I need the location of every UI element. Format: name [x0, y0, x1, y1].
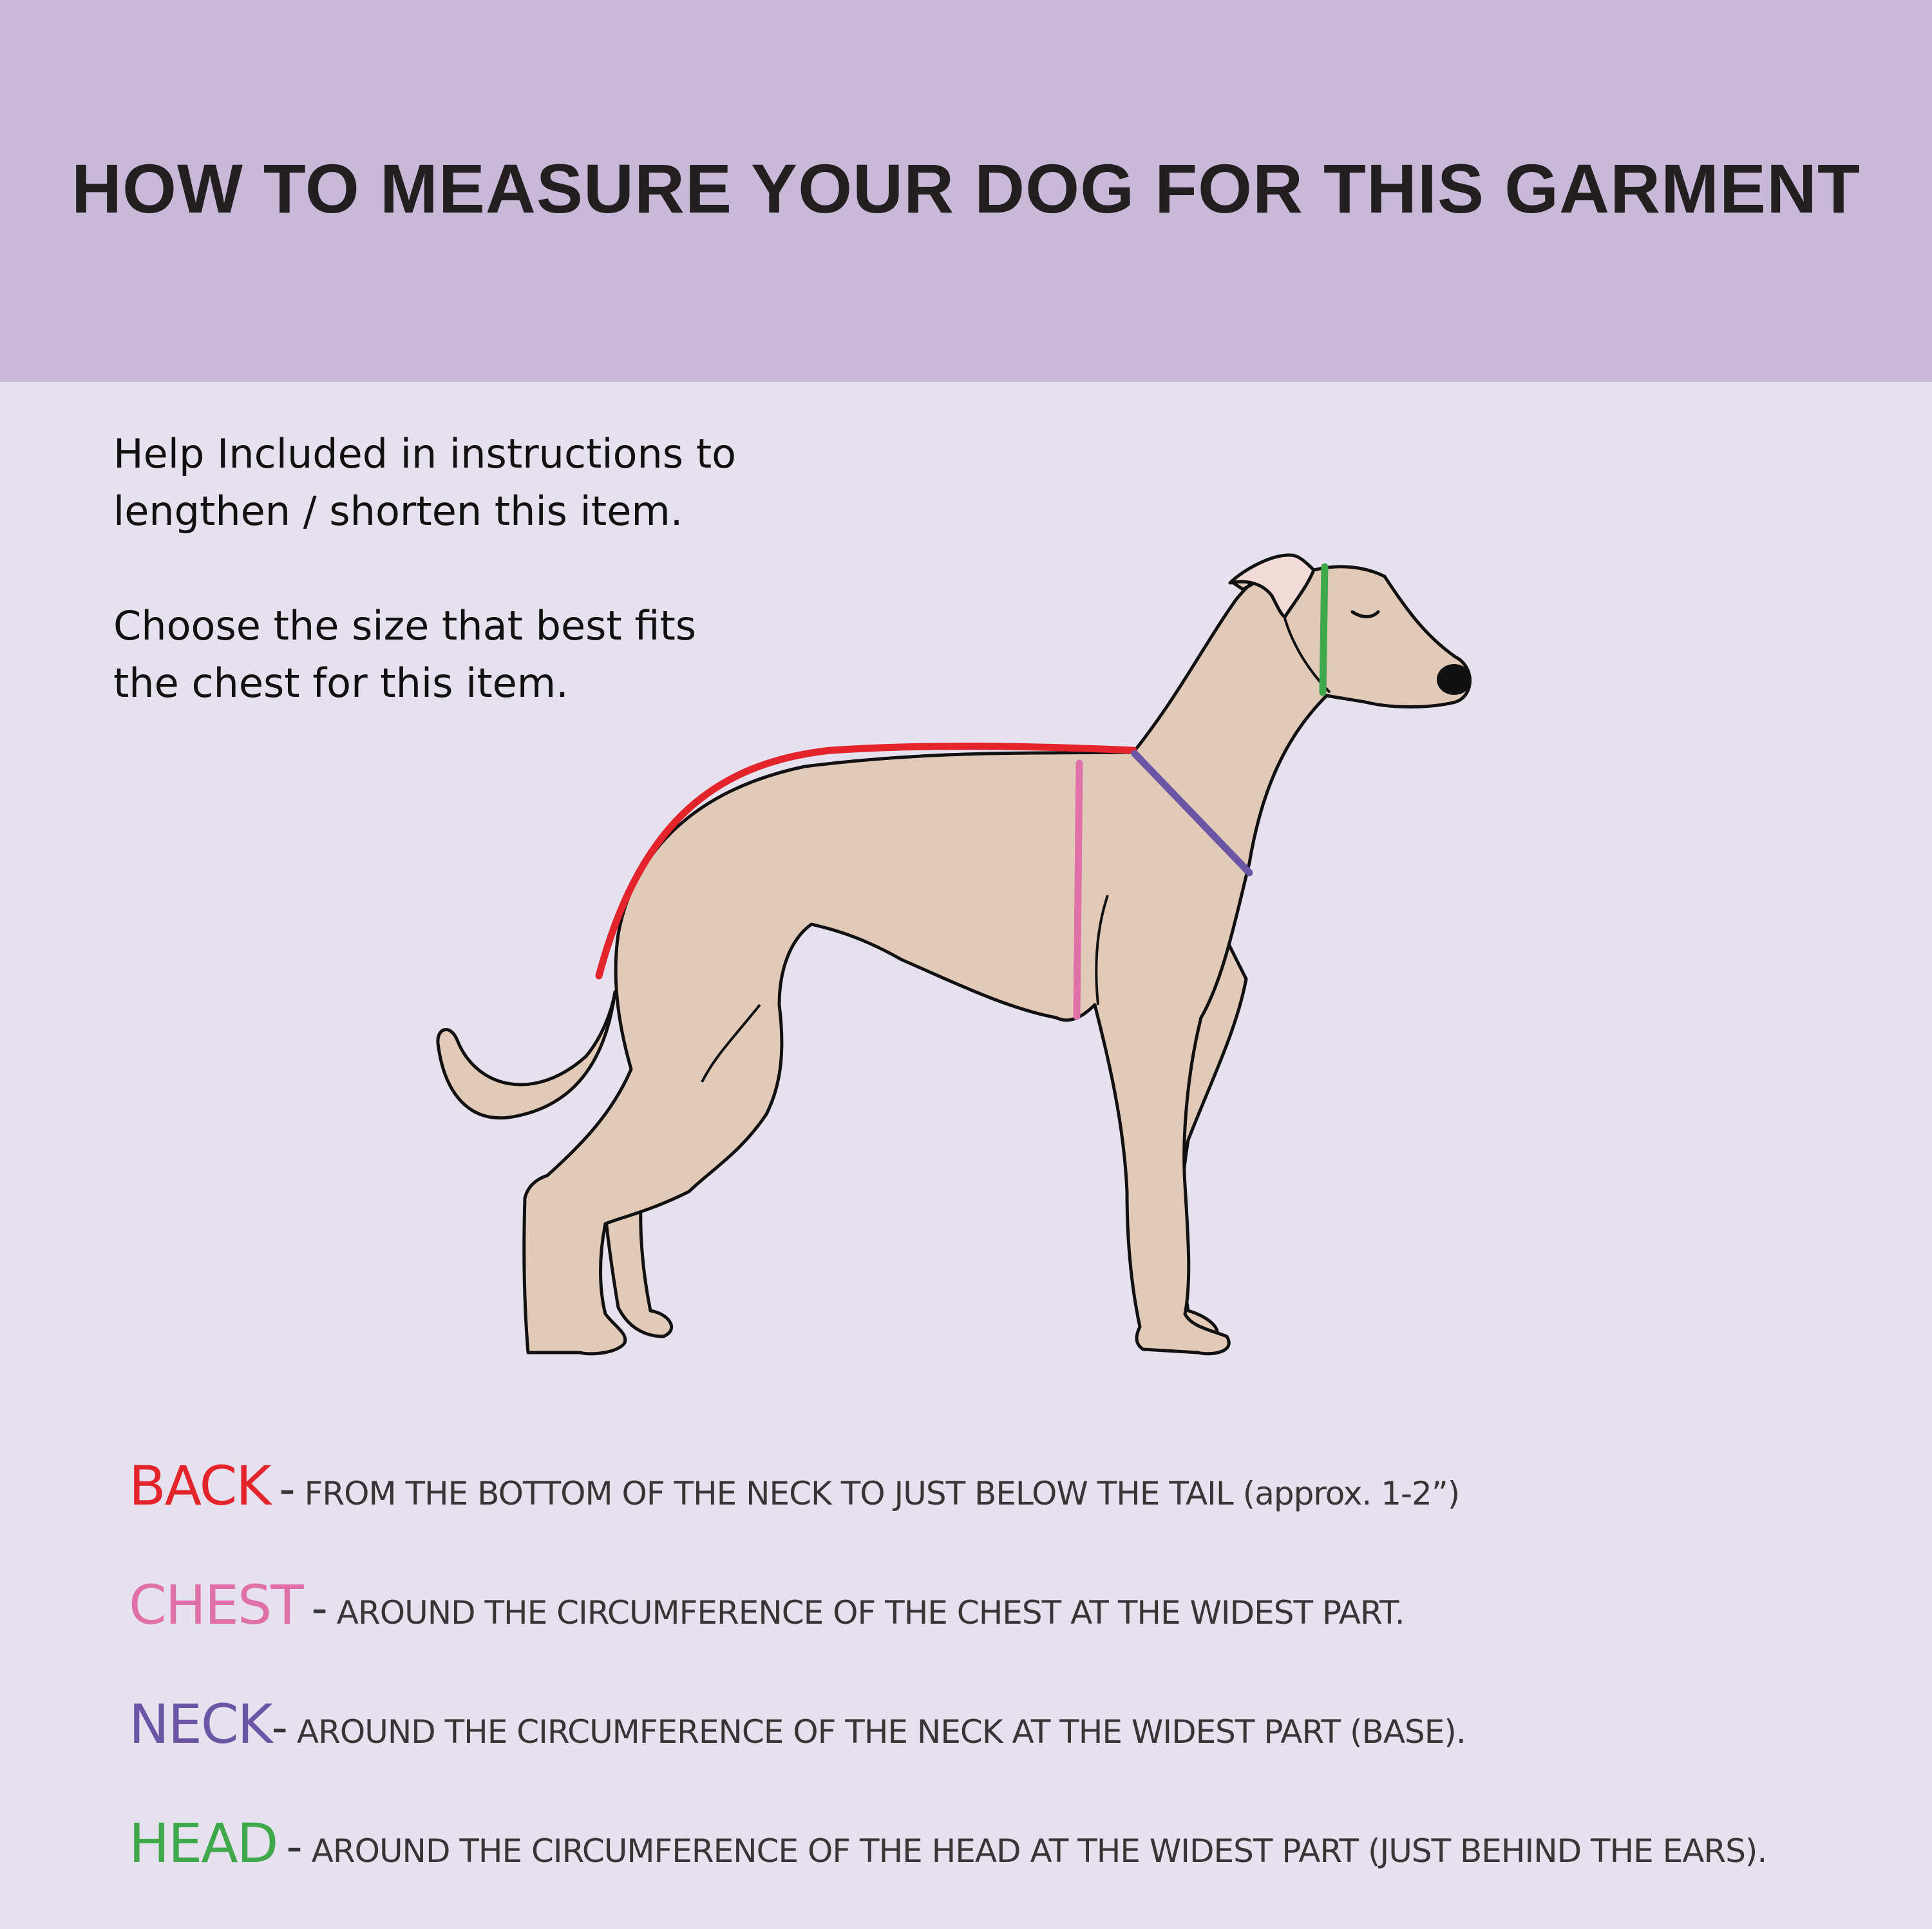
dog-body — [524, 556, 1470, 1354]
dog-tail — [438, 992, 615, 1118]
page-title: HOW TO MEASURE YOUR DOG FOR THIS GARMENT — [71, 149, 1861, 227]
legend-row-back — [129, 1454, 1919, 1517]
legend-separator: - — [279, 1463, 296, 1516]
legend-description-head: AROUND THE CIRCUMFERENCE OF THE HEAD AT THE WIDEST PART (JUST BEHIND THE EARS). — [311, 1832, 1767, 1870]
help-paragraph-size: Choose the size that best fits the chest for this item. — [113, 602, 697, 707]
legend-key-neck: NECK — [129, 1693, 272, 1756]
chest-measure-line — [1077, 763, 1079, 1016]
legend-separator: - — [311, 1582, 328, 1635]
legend-description-back: FROM THE BOTTOM OF THE NECK TO JUST BELOW THE TAIL (approx. 1-2”) — [304, 1475, 1460, 1512]
dog-nose — [1437, 664, 1472, 695]
legend-description-neck: AROUND THE CIRCUMFERENCE OF THE NECK AT THE WIDEST PART (BASE). — [296, 1713, 1466, 1751]
legend-key-chest: CHEST — [129, 1573, 303, 1637]
legend-separator: - — [271, 1701, 288, 1754]
legend-row-chest — [129, 1573, 1919, 1637]
legend-key-back: BACK — [129, 1454, 270, 1517]
legend-key-head: HEAD — [129, 1812, 278, 1875]
help-paragraph-length: Help Included in instructions to lengthen / shorten this item. — [113, 430, 737, 535]
legend-description-chest: AROUND THE CIRCUMFERENCE OF THE CHEST AT THE WIDEST PART. — [336, 1594, 1405, 1631]
legend-row-head — [129, 1812, 1919, 1875]
head-measure-line — [1323, 567, 1325, 692]
legend-separator: - — [286, 1820, 303, 1873]
legend-row-neck — [129, 1693, 1919, 1756]
